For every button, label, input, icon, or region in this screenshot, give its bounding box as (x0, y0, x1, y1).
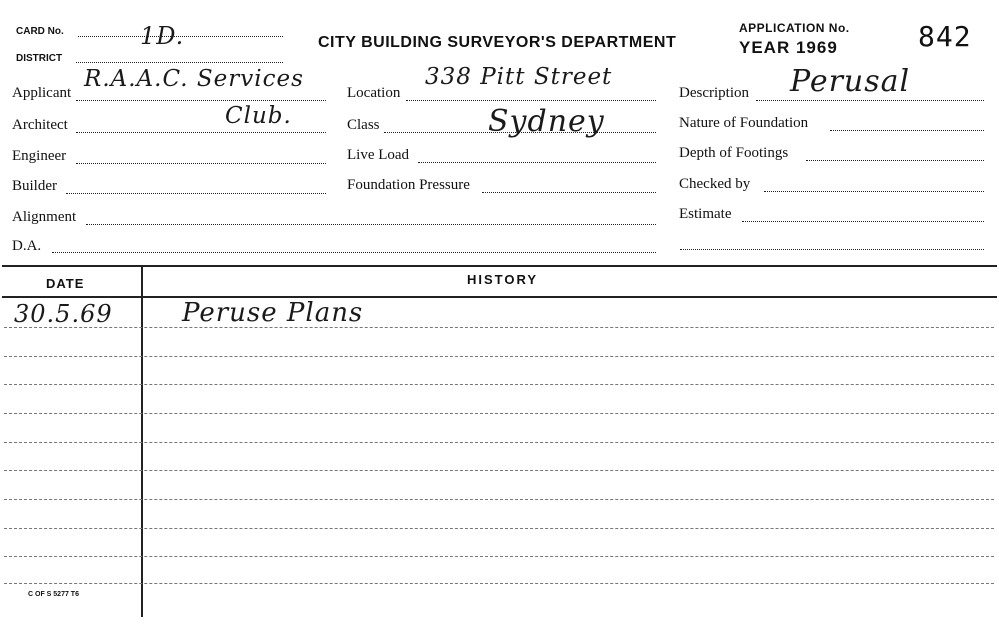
live-load-line (418, 162, 656, 163)
da-label: D.A. (12, 238, 42, 254)
history-rule (4, 413, 994, 414)
history-header: HISTORY (467, 272, 539, 287)
history-rule (4, 470, 994, 471)
year-label: YEAR 1969 (739, 38, 838, 57)
right-blank-line (680, 249, 984, 250)
checked-by-line (764, 191, 984, 192)
foundation-pressure-label: Foundation Pressure (347, 177, 470, 193)
location-label: Location (347, 85, 401, 101)
estimate-label: Estimate (679, 206, 732, 222)
class-label: Class (347, 117, 380, 133)
department-title: CITY BUILDING SURVEYOR'S DEPARTMENT (318, 34, 677, 51)
description-line (756, 100, 984, 101)
date-header: DATE (46, 276, 85, 291)
applicant-line (76, 100, 326, 101)
history-top-border (2, 265, 997, 267)
alignment-label: Alignment (12, 209, 77, 225)
architect-line (76, 132, 326, 133)
location-value-continued: Sydney (488, 104, 605, 139)
estimate-line (742, 221, 984, 222)
description-label: Description (679, 85, 749, 101)
form-code: C OF S 5277 T6 (28, 591, 79, 598)
engineer-line (76, 163, 326, 164)
history-entry-date: 30.5.69 (14, 300, 113, 328)
history-rule (4, 499, 994, 500)
history-header-border (2, 296, 997, 298)
nature-of-foundation-label: Nature of Foundation (679, 115, 809, 131)
history-rule (4, 384, 994, 385)
description-value: Perusal (790, 64, 911, 99)
card-no-value: 1D. (140, 22, 185, 50)
history-rule (4, 356, 994, 357)
builder-label: Builder (12, 178, 57, 194)
da-line (52, 252, 656, 253)
checked-by-label: Checked by (679, 176, 751, 192)
application-no-value: 842 (918, 20, 972, 53)
depth-of-footings-line (806, 160, 984, 161)
history-rule (4, 327, 994, 328)
history-rule (4, 556, 994, 557)
alignment-line (86, 224, 656, 225)
date-column-divider (141, 265, 143, 617)
applicant-value-continued: Club. (225, 103, 292, 129)
district-label: DISTRICT (16, 53, 63, 64)
application-no-label: APPLICATION No. (739, 21, 850, 35)
applicant-value: R.A.A.C. Services (84, 66, 304, 92)
builder-line (66, 193, 326, 194)
history-rule (4, 528, 994, 529)
history-rule (4, 442, 994, 443)
nature-of-foundation-line (830, 130, 984, 131)
foundation-pressure-line (482, 192, 656, 193)
location-line (406, 100, 656, 101)
district-line (76, 62, 283, 63)
architect-label: Architect (12, 117, 68, 133)
applicant-label: Applicant (12, 85, 72, 101)
engineer-label: Engineer (12, 148, 67, 164)
live-load-label: Live Load (347, 147, 410, 163)
history-entry-text: Peruse Plans (182, 298, 364, 328)
depth-of-footings-label: Depth of Footings (679, 145, 789, 161)
history-rule (4, 583, 994, 584)
card-no-label: CARD No. (16, 26, 64, 37)
location-value: 338 Pitt Street (425, 64, 613, 90)
